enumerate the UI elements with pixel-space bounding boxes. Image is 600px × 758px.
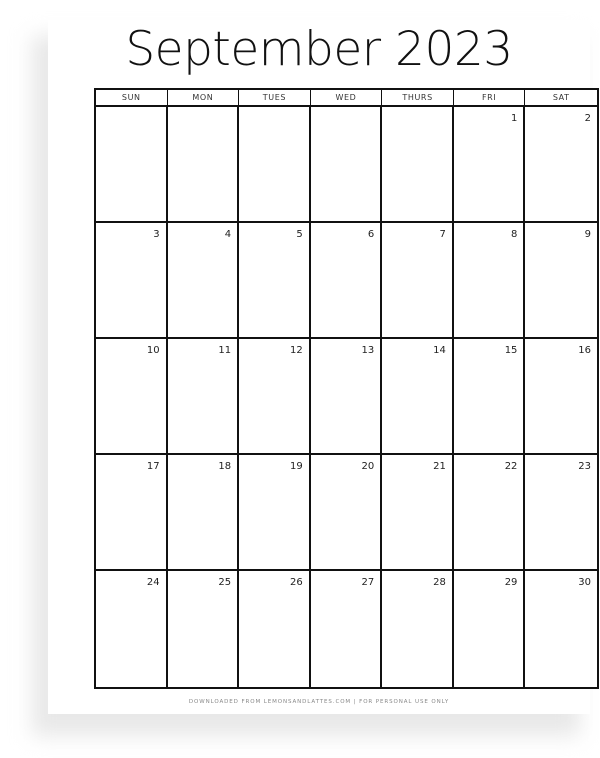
day-cell (454, 571, 526, 687)
day-number: 24 (146, 577, 160, 588)
day-cell (239, 107, 311, 223)
day-number: 6 (367, 229, 375, 240)
day-number: 1 (511, 113, 518, 124)
weekday-header-sat: SAT (525, 90, 597, 107)
day-cell (382, 455, 454, 571)
day-number: 17 (146, 461, 160, 472)
day-cell (311, 455, 383, 571)
day-number: 19 (289, 461, 303, 472)
weekday-header-mon: MON (168, 90, 240, 107)
day-cell (239, 339, 311, 455)
day-cell (311, 107, 383, 223)
day-number: 12 (289, 345, 303, 356)
day-cell (168, 339, 240, 455)
day-cell (525, 339, 597, 455)
day-number: 8 (511, 229, 518, 240)
day-number: 30 (578, 577, 591, 588)
day-cell (96, 571, 168, 687)
day-cell (311, 571, 383, 687)
day-cell (168, 455, 240, 571)
day-cell (525, 107, 597, 223)
day-number: 14 (433, 345, 446, 356)
calendar-grid (94, 88, 599, 689)
day-cell (382, 339, 454, 455)
day-cell (96, 339, 168, 455)
day-number: 20 (361, 461, 375, 472)
calendar-sheet (48, 20, 590, 714)
day-number: 2 (584, 113, 591, 124)
day-cell (454, 107, 526, 223)
day-number: 26 (289, 577, 303, 588)
weekday-header-wed: WED (311, 90, 383, 107)
day-number: 10 (146, 345, 160, 356)
day-cell (454, 455, 526, 571)
day-number: 23 (578, 461, 591, 472)
day-cell (239, 455, 311, 571)
day-cell (239, 223, 311, 339)
day-cell (454, 339, 526, 455)
day-cell (311, 223, 383, 339)
day-number: 3 (153, 229, 160, 240)
day-number: 28 (433, 577, 446, 588)
weekday-header-thurs: THURS (382, 90, 454, 107)
day-cell (382, 107, 454, 223)
day-cell (525, 223, 597, 339)
day-cell (311, 339, 383, 455)
day-cell (454, 223, 526, 339)
day-number: 16 (578, 345, 591, 356)
day-number: 4 (224, 229, 232, 240)
day-cell (168, 571, 240, 687)
day-cell (168, 107, 240, 223)
day-cell (96, 223, 168, 339)
day-number: 29 (504, 577, 518, 588)
day-cell (382, 223, 454, 339)
day-cell (382, 571, 454, 687)
day-number: 21 (433, 461, 446, 472)
calendar-title: September 2023 (125, 22, 513, 77)
day-number: 27 (361, 577, 375, 588)
day-cell (525, 455, 597, 571)
day-number: 11 (218, 345, 232, 356)
day-number: 5 (296, 229, 303, 240)
day-cell (525, 571, 597, 687)
day-cell (168, 223, 240, 339)
day-number: 15 (504, 345, 518, 356)
day-number: 18 (218, 461, 232, 472)
day-cell (239, 571, 311, 687)
day-number: 25 (218, 577, 232, 588)
day-cell (96, 455, 168, 571)
day-cell (96, 107, 168, 223)
day-number: 22 (504, 461, 518, 472)
weekday-header-sun: SUN (96, 90, 168, 107)
day-number: 7 (439, 229, 446, 240)
footer-note: DOWNLOADED FROM LEMONSANDLATTES.COM | FOR PERSONAL USE ONLY (188, 699, 450, 705)
weekday-header-fri: FRI (454, 90, 526, 107)
weekday-header-tues: TUES (239, 90, 311, 107)
day-number: 13 (361, 345, 375, 356)
day-number: 9 (584, 229, 591, 240)
